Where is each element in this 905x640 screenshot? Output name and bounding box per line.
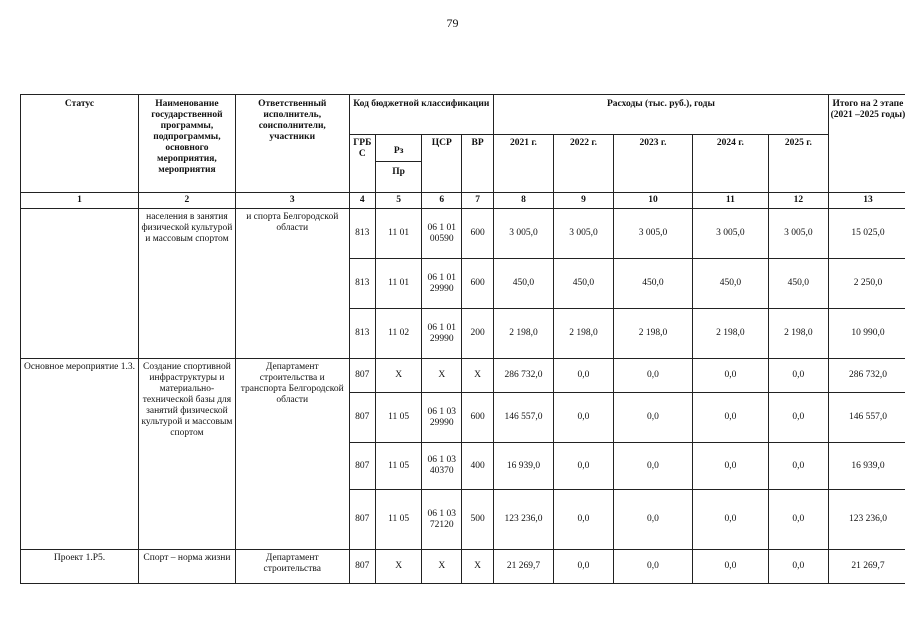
- grbs-cell: 807: [349, 359, 375, 393]
- grbs-cell: 813: [349, 259, 375, 309]
- vr-cell: 200: [462, 309, 494, 359]
- status-cell: Проект 1.Р5.: [21, 550, 139, 584]
- csr-cell: Х: [422, 359, 462, 393]
- header-2023: 2023 г.: [613, 135, 692, 193]
- name-cell: населения в занятия физической культурой и массовым спортом: [138, 209, 235, 359]
- amount-2024-cell: 0,0: [692, 359, 768, 393]
- column-number: 4: [349, 193, 375, 209]
- total-cell: 21 269,7: [828, 550, 905, 584]
- header-status: Статус: [21, 95, 139, 193]
- column-number: 1: [21, 193, 139, 209]
- amount-2021-cell: 450,0: [493, 259, 553, 309]
- header-budget-code: Код бюджетной классификации: [349, 95, 493, 135]
- table-row: [21, 209, 905, 259]
- amount-2021-cell: 2 198,0: [493, 309, 553, 359]
- column-number: 12: [768, 193, 828, 209]
- rzpr-cell: 11 02: [375, 309, 421, 359]
- amount-2025-cell: 0,0: [768, 443, 828, 490]
- amount-2024-cell: 2 198,0: [692, 309, 768, 359]
- header-2024: 2024 г.: [692, 135, 768, 193]
- amount-2024-cell: 450,0: [692, 259, 768, 309]
- csr-cell: 06 1 01 29990: [422, 259, 462, 309]
- name-cell: Спорт – норма жизни: [138, 550, 235, 584]
- header-grbs: ГРБ С: [349, 135, 375, 193]
- table-row: [21, 550, 905, 584]
- vr-cell: Х: [462, 550, 494, 584]
- status-cell: Основное мероприятие 1.3.: [21, 359, 139, 550]
- amount-2023-cell: 0,0: [613, 359, 692, 393]
- grbs-cell: 807: [349, 393, 375, 443]
- amount-2025-cell: 2 198,0: [768, 309, 828, 359]
- header-expenses: Расходы (тыс. руб.), годы: [493, 95, 828, 135]
- table-row: [21, 359, 905, 393]
- amount-2024-cell: 0,0: [692, 443, 768, 490]
- executor-cell: Департамент строительства и транспорта Белгородской области: [235, 359, 349, 550]
- vr-cell: 500: [462, 490, 494, 550]
- amount-2023-cell: 3 005,0: [613, 209, 692, 259]
- total-cell: 123 236,0: [828, 490, 905, 550]
- executor-cell: Департамент строительства: [235, 550, 349, 584]
- amount-2023-cell: 0,0: [613, 550, 692, 584]
- name-cell: Создание спортивной инфраструктуры и материально-технической базы для занятий физической культурой и массовым спортом: [138, 359, 235, 550]
- amount-2021-cell: 286 732,0: [493, 359, 553, 393]
- csr-cell: 06 1 03 29990: [422, 393, 462, 443]
- amount-2025-cell: 0,0: [768, 359, 828, 393]
- amount-2024-cell: 0,0: [692, 490, 768, 550]
- amount-2021-cell: 3 005,0: [493, 209, 553, 259]
- csr-cell: 06 1 03 40370: [422, 443, 462, 490]
- grbs-cell: 807: [349, 443, 375, 490]
- column-number: 11: [692, 193, 768, 209]
- total-cell: 15 025,0: [828, 209, 905, 259]
- total-cell: 10 990,0: [828, 309, 905, 359]
- vr-cell: Х: [462, 359, 494, 393]
- column-number: 7: [462, 193, 494, 209]
- column-number: 5: [375, 193, 421, 209]
- header-executor: Ответственный исполнитель, соисполнители, участники: [235, 95, 349, 193]
- budget-table: [20, 94, 905, 584]
- vr-cell: 600: [462, 209, 494, 259]
- rzpr-cell: 11 05: [375, 490, 421, 550]
- vr-cell: 600: [462, 393, 494, 443]
- header-2025: 2025 г.: [768, 135, 828, 193]
- amount-2024-cell: 0,0: [692, 550, 768, 584]
- amount-2021-cell: 16 939,0: [493, 443, 553, 490]
- rzpr-cell: 11 05: [375, 443, 421, 490]
- header-pr: Пр: [392, 167, 405, 177]
- rzpr-cell: Х: [375, 550, 421, 584]
- amount-2025-cell: 0,0: [768, 550, 828, 584]
- csr-cell: Х: [422, 550, 462, 584]
- total-cell: 146 557,0: [828, 393, 905, 443]
- grbs-cell: 807: [349, 550, 375, 584]
- total-cell: 16 939,0: [828, 443, 905, 490]
- total-cell: 2 250,0: [828, 259, 905, 309]
- amount-2022-cell: 450,0: [553, 259, 613, 309]
- header-2022: 2022 г.: [553, 135, 613, 193]
- header-total: Итого на 2 этапе (2021 –2025 годы): [828, 95, 905, 193]
- grbs-cell: 813: [349, 209, 375, 259]
- rzpr-cell: 11 01: [375, 259, 421, 309]
- status-cell: [21, 209, 139, 359]
- amount-2022-cell: 0,0: [553, 359, 613, 393]
- header-rz: Рз: [376, 141, 421, 162]
- vr-cell: 400: [462, 443, 494, 490]
- amount-2025-cell: 3 005,0: [768, 209, 828, 259]
- amount-2023-cell: 2 198,0: [613, 309, 692, 359]
- amount-2021-cell: 21 269,7: [493, 550, 553, 584]
- header-vr: ВР: [462, 135, 494, 193]
- column-number: 8: [493, 193, 553, 209]
- column-number: 9: [553, 193, 613, 209]
- amount-2022-cell: 2 198,0: [553, 309, 613, 359]
- amount-2024-cell: 0,0: [692, 393, 768, 443]
- csr-cell: 06 1 01 00590: [422, 209, 462, 259]
- column-number: 3: [235, 193, 349, 209]
- vr-cell: 600: [462, 259, 494, 309]
- column-number: 6: [422, 193, 462, 209]
- header-csr: ЦСР: [422, 135, 462, 193]
- amount-2025-cell: 0,0: [768, 393, 828, 443]
- amount-2021-cell: 123 236,0: [493, 490, 553, 550]
- csr-cell: 06 1 03 72120: [422, 490, 462, 550]
- amount-2022-cell: 0,0: [553, 550, 613, 584]
- grbs-cell: 813: [349, 309, 375, 359]
- header-rz-pr: [375, 135, 421, 193]
- column-number: 13: [828, 193, 905, 209]
- amount-2023-cell: 0,0: [613, 393, 692, 443]
- amount-2022-cell: 0,0: [553, 490, 613, 550]
- rzpr-cell: 11 05: [375, 393, 421, 443]
- amount-2023-cell: 0,0: [613, 443, 692, 490]
- executor-cell: и спорта Белгородской области: [235, 209, 349, 359]
- rzpr-cell: 11 01: [375, 209, 421, 259]
- amount-2024-cell: 3 005,0: [692, 209, 768, 259]
- header-2021: 2021 г.: [493, 135, 553, 193]
- amount-2022-cell: 0,0: [553, 443, 613, 490]
- amount-2023-cell: 450,0: [613, 259, 692, 309]
- csr-cell: 06 1 01 29990: [422, 309, 462, 359]
- amount-2023-cell: 0,0: [613, 490, 692, 550]
- rzpr-cell: Х: [375, 359, 421, 393]
- column-number: 2: [138, 193, 235, 209]
- column-number: 10: [613, 193, 692, 209]
- page-number: 79: [446, 16, 459, 30]
- grbs-cell: 807: [349, 490, 375, 550]
- amount-2021-cell: 146 557,0: [493, 393, 553, 443]
- header-name: Наименование государственной программы, подпрограммы, основного мероприятия, мероприятия: [138, 95, 235, 193]
- amount-2022-cell: 0,0: [553, 393, 613, 443]
- amount-2025-cell: 0,0: [768, 490, 828, 550]
- amount-2022-cell: 3 005,0: [553, 209, 613, 259]
- total-cell: 286 732,0: [828, 359, 905, 393]
- amount-2025-cell: 450,0: [768, 259, 828, 309]
